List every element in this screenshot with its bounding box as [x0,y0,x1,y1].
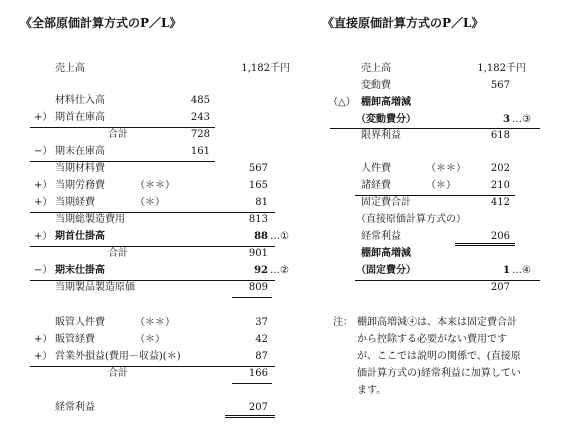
ordinary-value: 207 [248,402,268,413]
subtotal1-value: 728 [190,129,210,140]
opening-inv-label: 期首在庫高 [55,112,105,123]
materials-value: 485 [190,95,210,106]
closing-inv-label: 期末在庫高 [55,146,105,157]
note-prefix: 注： [333,317,353,328]
sga-labor-label: 販管人件費 [55,317,105,328]
direct-sales-value: 1,182千円 [477,63,526,74]
inv-fix-note: …④ [512,265,531,276]
sales-label: 売上高 [55,63,85,74]
personnel-mark: （＊＊） [426,163,466,174]
closing-wip-note: …② [270,265,289,276]
closing-wip-value: 92 [254,265,268,276]
overhead-label: 当期経費 [55,197,95,208]
subtotal2-rule [30,246,275,247]
direct-pl-title: 《直接原価計算方式のP／L》 [322,16,484,30]
contribution-rule [330,128,540,129]
opening-inv-value: 243 [190,112,210,123]
fixed-total-value: 412 [490,197,510,208]
opening-wip-label: 期首仕掛高 [55,231,105,242]
misc-value: 210 [490,180,510,191]
direct-sales-label: 売上高 [361,63,391,74]
sga-exp-value: 42 [255,334,268,345]
closing-wip-prefix: −） [34,265,53,276]
inv-var-prefix: （△） [328,97,356,108]
direct-note-label: （直接原価計算方式の） [356,214,466,225]
sga-labor-value: 37 [255,317,268,328]
subtotal2-value: 901 [248,248,268,259]
inv-var-label: 棚卸高増減 [361,97,411,108]
closing-inv-prefix: −） [34,146,53,157]
subtotal3-underline [232,383,272,384]
inv-var-value: 3 [503,114,510,125]
total-mfg-label: 当期総製造費用 [55,214,125,225]
materials-label: 材料仕入高 [55,95,105,106]
nonop-value: 87 [255,351,268,362]
labor-label: 当期労務費 [55,180,105,191]
inv-var-sublabel: （変動費分） [356,114,416,125]
ordinary-double-underline [225,415,275,418]
sga-labor-mark: （＊＊） [135,317,175,328]
total-mfg-rule [30,212,275,213]
cogm-rule [30,280,275,281]
fixed-total-label: 固定費合計 [361,197,411,208]
sga-exp-label: 販管経費 [55,334,95,345]
inv-fix-sublabel: （固定費分） [356,265,416,276]
sales-value: 1,182千円 [241,63,290,74]
opening-wip-value: 88 [254,231,268,242]
total-mfg-value: 813 [248,214,268,225]
note-line-4: 価計算方式の)経常利益に加算してい [357,368,521,379]
sga-exp-prefix: +） [34,334,53,345]
note-line-3: が、ここでは説明の関係で、(直接原 [357,351,521,362]
ordinary-label: 経常利益 [55,402,95,413]
misc-mark: （＊） [426,180,456,191]
material-rule [30,161,215,162]
direct-ordinary-double-underline [455,243,515,246]
variable-label: 変動費 [361,80,391,91]
note-line-1: 棚卸高増減④は、本来は固定費合計 [357,317,517,328]
nonop-prefix: +） [34,351,53,362]
subtotal1-rule [30,127,215,128]
labor-mark: （＊＊） [135,180,175,191]
fixed-total-rule [355,195,515,196]
material-cost-label: 当期材料費 [55,163,105,174]
closing-wip-label: 期末仕掛高 [55,265,105,276]
nonop-label: 営業外損益(費用－収益)(＊) [55,351,181,362]
note-line-5: ます。 [357,385,387,396]
subtotal2-label: 合計 [108,248,128,259]
contribution-label: 限界利益 [361,130,401,141]
cogm-value: 809 [248,282,268,293]
misc-label: 諸経費 [361,180,391,191]
subtotal3-rule [30,366,275,367]
subtotal3-value: 166 [248,368,268,379]
cogm-underline [232,297,272,298]
direct-ordinary-label: 経常利益 [361,231,401,242]
overhead-value: 81 [255,197,268,208]
personnel-value: 202 [490,163,510,174]
final-rule [355,280,540,281]
overhead-prefix: +） [34,197,53,208]
labor-value: 165 [248,180,268,191]
inv-fix-label: 棚卸高増減 [361,248,411,259]
final-value: 207 [490,282,510,293]
direct-ordinary-value: 206 [490,231,510,242]
variable-value: 567 [490,80,510,91]
contribution-value: 618 [490,130,510,141]
note-line-2: から控除する必要がない費用です [357,334,507,345]
cogm-label: 当期製品製造原価 [55,282,135,293]
opening-wip-note: …① [270,231,289,242]
opening-inv-prefix: +） [34,112,53,123]
inv-fix-value: 1 [503,265,510,276]
personnel-label: 人件費 [361,163,391,174]
subtotal1-label: 合計 [108,129,128,140]
overhead-mark: （＊） [135,197,165,208]
absorption-pl-title: 《全部原価計算方式のP／L》 [20,16,182,30]
closing-inv-value: 161 [190,146,210,157]
inv-var-note: …③ [512,114,531,125]
opening-wip-prefix: +） [34,231,53,242]
sga-exp-mark: （＊） [135,334,165,345]
material-cost-value: 567 [248,163,268,174]
subtotal3-label: 合計 [108,368,128,379]
labor-prefix: +） [34,180,53,191]
